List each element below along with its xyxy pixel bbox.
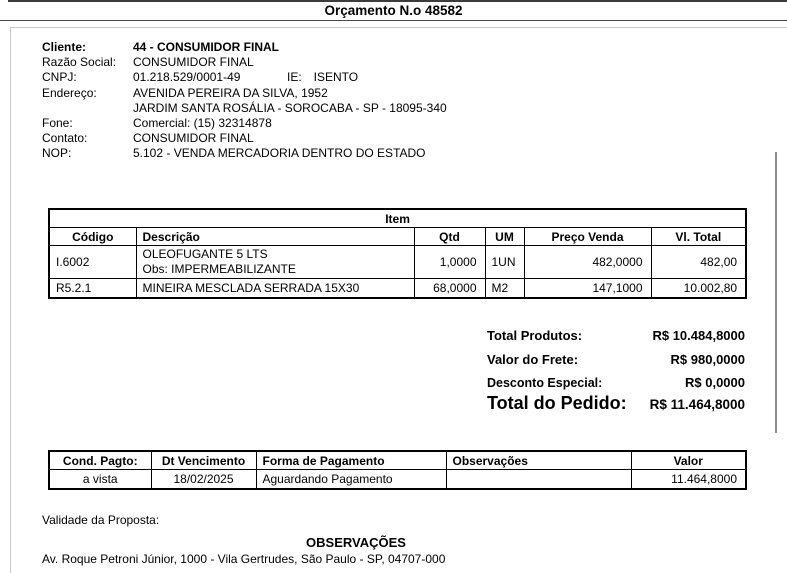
- client-row-nop: [42, 146, 447, 161]
- nop-value: 5.102 - VENDA MERCADORIA DENTRO DO ESTADO: [133, 146, 426, 161]
- fone-label: Fone:: [42, 116, 73, 131]
- client-row-razao: [42, 55, 447, 70]
- endereco-line2: JARDIM SANTA ROSÁLIA - SOROCABA - SP - 18095-340: [133, 100, 447, 115]
- item-um-cell: 1UN: [485, 246, 524, 279]
- client-row-endereco2: [42, 101, 447, 116]
- col-valor: Valor: [631, 451, 746, 470]
- col-um: UM: [485, 228, 524, 246]
- col-qtd: Qtd: [414, 228, 485, 246]
- title-divider: [0, 20, 787, 21]
- cnpj-label: CNPJ:: [42, 70, 77, 85]
- col-dt-vencimento: Dt Vencimento: [151, 451, 256, 470]
- client-row-endereco: [42, 86, 447, 101]
- company-address: Av. Roque Petroni Júnior, 1000 - Vila Gertrudes, São Paulo - SP, 04707-000: [42, 552, 446, 566]
- total-produtos-row: [487, 328, 745, 343]
- col-observacoes: Observações: [446, 451, 631, 470]
- page-title: Orçamento N.o 48582: [324, 3, 463, 18]
- item-qtd-cell: 68,0000: [414, 279, 485, 299]
- top-rule: [8, 0, 787, 2]
- client-row-cnpj: [42, 70, 447, 85]
- endereco-label: Endereço:: [42, 85, 97, 100]
- item-descricao-cell: [136, 246, 414, 279]
- item-codigo-cell: R5.2.1: [49, 279, 136, 299]
- item-preco-cell: 147,1000: [524, 279, 651, 299]
- payment-valor-cell: 11.464,8000: [631, 470, 746, 490]
- client-info: [42, 40, 447, 162]
- frame-border-left: [10, 27, 11, 573]
- cnpj-value: 01.218.529/0001-49: [133, 70, 241, 85]
- payment-header-row: [49, 451, 746, 470]
- ie-value: ISENTO: [313, 70, 359, 85]
- validade-proposta-label: Validade da Proposta:: [42, 513, 160, 527]
- payment-obs-cell: [446, 470, 631, 490]
- frame-border-top: [10, 27, 787, 28]
- client-row-contato: [42, 131, 447, 146]
- item-total-cell: 10.002,80: [651, 279, 746, 299]
- ie-label: IE:: [287, 70, 302, 85]
- contato-value: CONSUMIDOR FINAL: [133, 131, 254, 146]
- valor-frete-row: [487, 352, 745, 367]
- client-row-fone: [42, 116, 447, 131]
- valor-frete-label: Valor do Frete:: [487, 352, 579, 367]
- endereco-line1: AVENIDA PEREIRA DA SILVA, 1952: [133, 85, 328, 100]
- item-descricao-line2: Obs: IMPERMEABILIZANTE: [142, 262, 296, 276]
- cliente-value: 44 - CONSUMIDOR FINAL: [133, 40, 280, 54]
- item-group-row: [49, 209, 746, 228]
- item-table: [48, 208, 747, 299]
- item-codigo-cell: I.6002: [49, 246, 136, 279]
- col-forma-pagamento: Forma de Pagamento: [256, 451, 446, 470]
- item-header-row: [49, 228, 746, 246]
- total-pedido-label: Total do Pedido:: [487, 393, 627, 413]
- valor-frete-value: R$ 980,0000: [670, 352, 745, 367]
- total-pedido-value: R$ 11.464,8000: [649, 397, 745, 412]
- cliente-label: Cliente:: [42, 40, 87, 54]
- desconto-especial-label: Desconto Especial:: [487, 376, 603, 390]
- total-produtos-value: R$ 10.484,8000: [652, 328, 745, 343]
- payment-vencimento-cell: 18/02/2025: [151, 470, 256, 490]
- razao-value: CONSUMIDOR FINAL: [133, 55, 254, 70]
- desconto-especial-row: [487, 375, 745, 390]
- payment-cond-cell: a vista: [49, 470, 151, 490]
- col-descricao: Descrição: [136, 228, 414, 246]
- observacoes-title: OBSERVAÇÕES: [306, 535, 406, 550]
- desconto-especial-value: R$ 0,0000: [685, 375, 745, 390]
- item-total-cell: 482,00: [651, 246, 746, 279]
- payment-table: [48, 450, 747, 490]
- col-preco-venda: Preço Venda: [524, 228, 651, 246]
- col-codigo: Código: [49, 228, 136, 246]
- contato-label: Contato:: [42, 131, 88, 146]
- item-um-cell: M2: [485, 279, 524, 299]
- item-descricao-line1: OLEOFUGANTE 5 LTS: [142, 247, 268, 261]
- item-qtd-cell: 1,0000: [414, 246, 485, 279]
- item-descricao-cell: MINEIRA MESCLADA SERRADA 15X30: [136, 279, 414, 299]
- payment-row: [49, 470, 746, 490]
- total-pedido-row: [487, 393, 745, 414]
- fone-value: Comercial: (15) 32314878: [133, 116, 272, 131]
- item-row: [49, 279, 746, 299]
- item-row: [49, 246, 746, 279]
- scrollbar-thumb[interactable]: [775, 152, 777, 433]
- col-vl-total: Vl. Total: [651, 228, 746, 246]
- item-preco-cell: 482,0000: [524, 246, 651, 279]
- total-produtos-label: Total Produtos:: [487, 328, 583, 343]
- razao-label: Razão Social:: [42, 55, 117, 70]
- payment-forma-cell: Aguardando Pagamento: [256, 470, 446, 490]
- nop-label: NOP:: [42, 146, 72, 161]
- col-cond-pagto: Cond. Pagto:: [49, 451, 151, 470]
- item-group-header: Item: [49, 209, 746, 228]
- client-row-cliente: [42, 40, 447, 55]
